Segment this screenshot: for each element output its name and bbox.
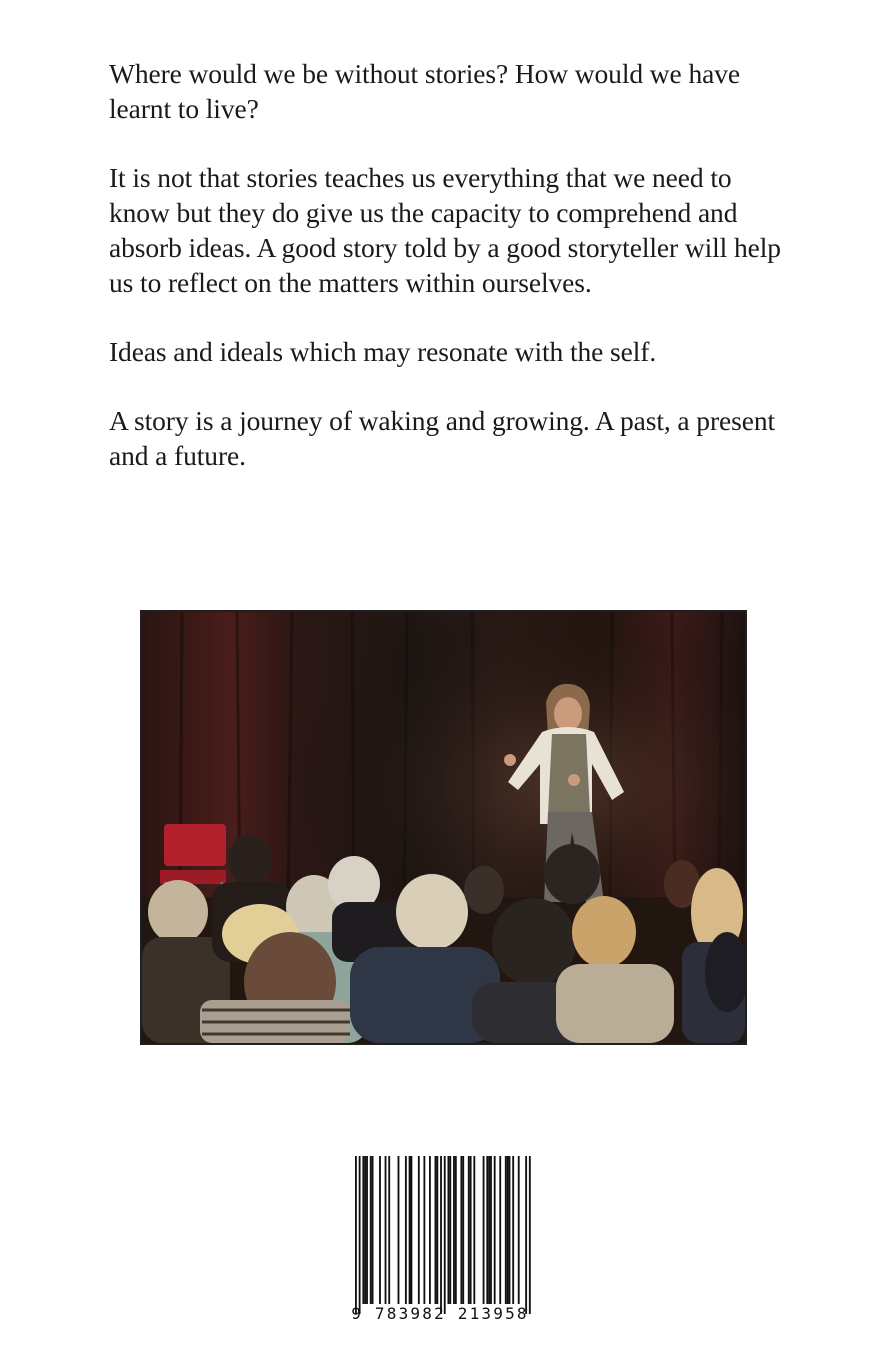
barcode-bar [505,1156,507,1304]
barcode-bar [470,1156,472,1304]
barcode-bar [359,1156,361,1314]
isbn-number: 9 783982 213958 [351,1304,529,1323]
barcode-bar [405,1156,407,1304]
barcode-bar [379,1156,381,1304]
barcode-bar [529,1156,531,1314]
barcode-bars [340,1152,540,1328]
blurb-paragraph: It is not that stories teaches us everything that we need to know but they do give us the capacity to comprehend and absorb ideas. A good story told by a good storyteller will help us to reflect on the matters within ourselves. [109,162,781,298]
blurb-paragraph: Ideas and ideals which may resonate with the self. [109,336,657,367]
barcode-bar [388,1156,390,1304]
barcode-bar [453,1156,455,1304]
barcode-bar [483,1156,485,1304]
barcode-bar [423,1156,425,1304]
barcode-bar [512,1156,514,1304]
barcode-bar [449,1156,451,1304]
barcode-bar [460,1156,462,1304]
barcode-bar [473,1156,475,1304]
barcode-bar [462,1156,464,1304]
storyteller-performance-photo [140,610,747,1045]
barcode-bar [409,1156,411,1304]
barcode-bar [499,1156,501,1304]
barcode-bar [372,1156,374,1304]
back-cover-blurb [109,56,789,507]
barcode-bar [455,1156,457,1304]
storyteller-photo-illustration [142,612,745,1043]
barcode-bar [355,1156,357,1314]
barcode-bar [525,1156,527,1314]
barcode-bar [448,1156,450,1304]
isbn-barcode [340,1152,540,1328]
barcode-bar [507,1156,509,1304]
barcode-bar [362,1156,364,1304]
barcode-bar [366,1156,368,1304]
barcode-bar [364,1156,366,1304]
barcode-bar [509,1156,511,1304]
barcode-bar [411,1156,413,1304]
barcode-bar [490,1156,492,1304]
barcode-bar [418,1156,420,1304]
barcode-bar [488,1156,490,1304]
barcode-bar [440,1156,442,1314]
barcode-bar [518,1156,520,1304]
barcode-bar [385,1156,387,1304]
barcode-bar [370,1156,372,1304]
barcode-bar [435,1156,437,1304]
barcode-bar [429,1156,431,1304]
blurb-paragraph: Where would we be without stories? How would we have learnt to live? [109,58,740,124]
barcode-bar [468,1156,470,1304]
barcode-bar [494,1156,496,1304]
blurb-paragraph: A story is a journey of waking and growing. A past, a present and a future. [109,405,776,471]
barcode-bar [398,1156,400,1304]
barcode-bar [436,1156,438,1304]
barcode-bar [486,1156,488,1304]
barcode-bar [444,1156,446,1314]
